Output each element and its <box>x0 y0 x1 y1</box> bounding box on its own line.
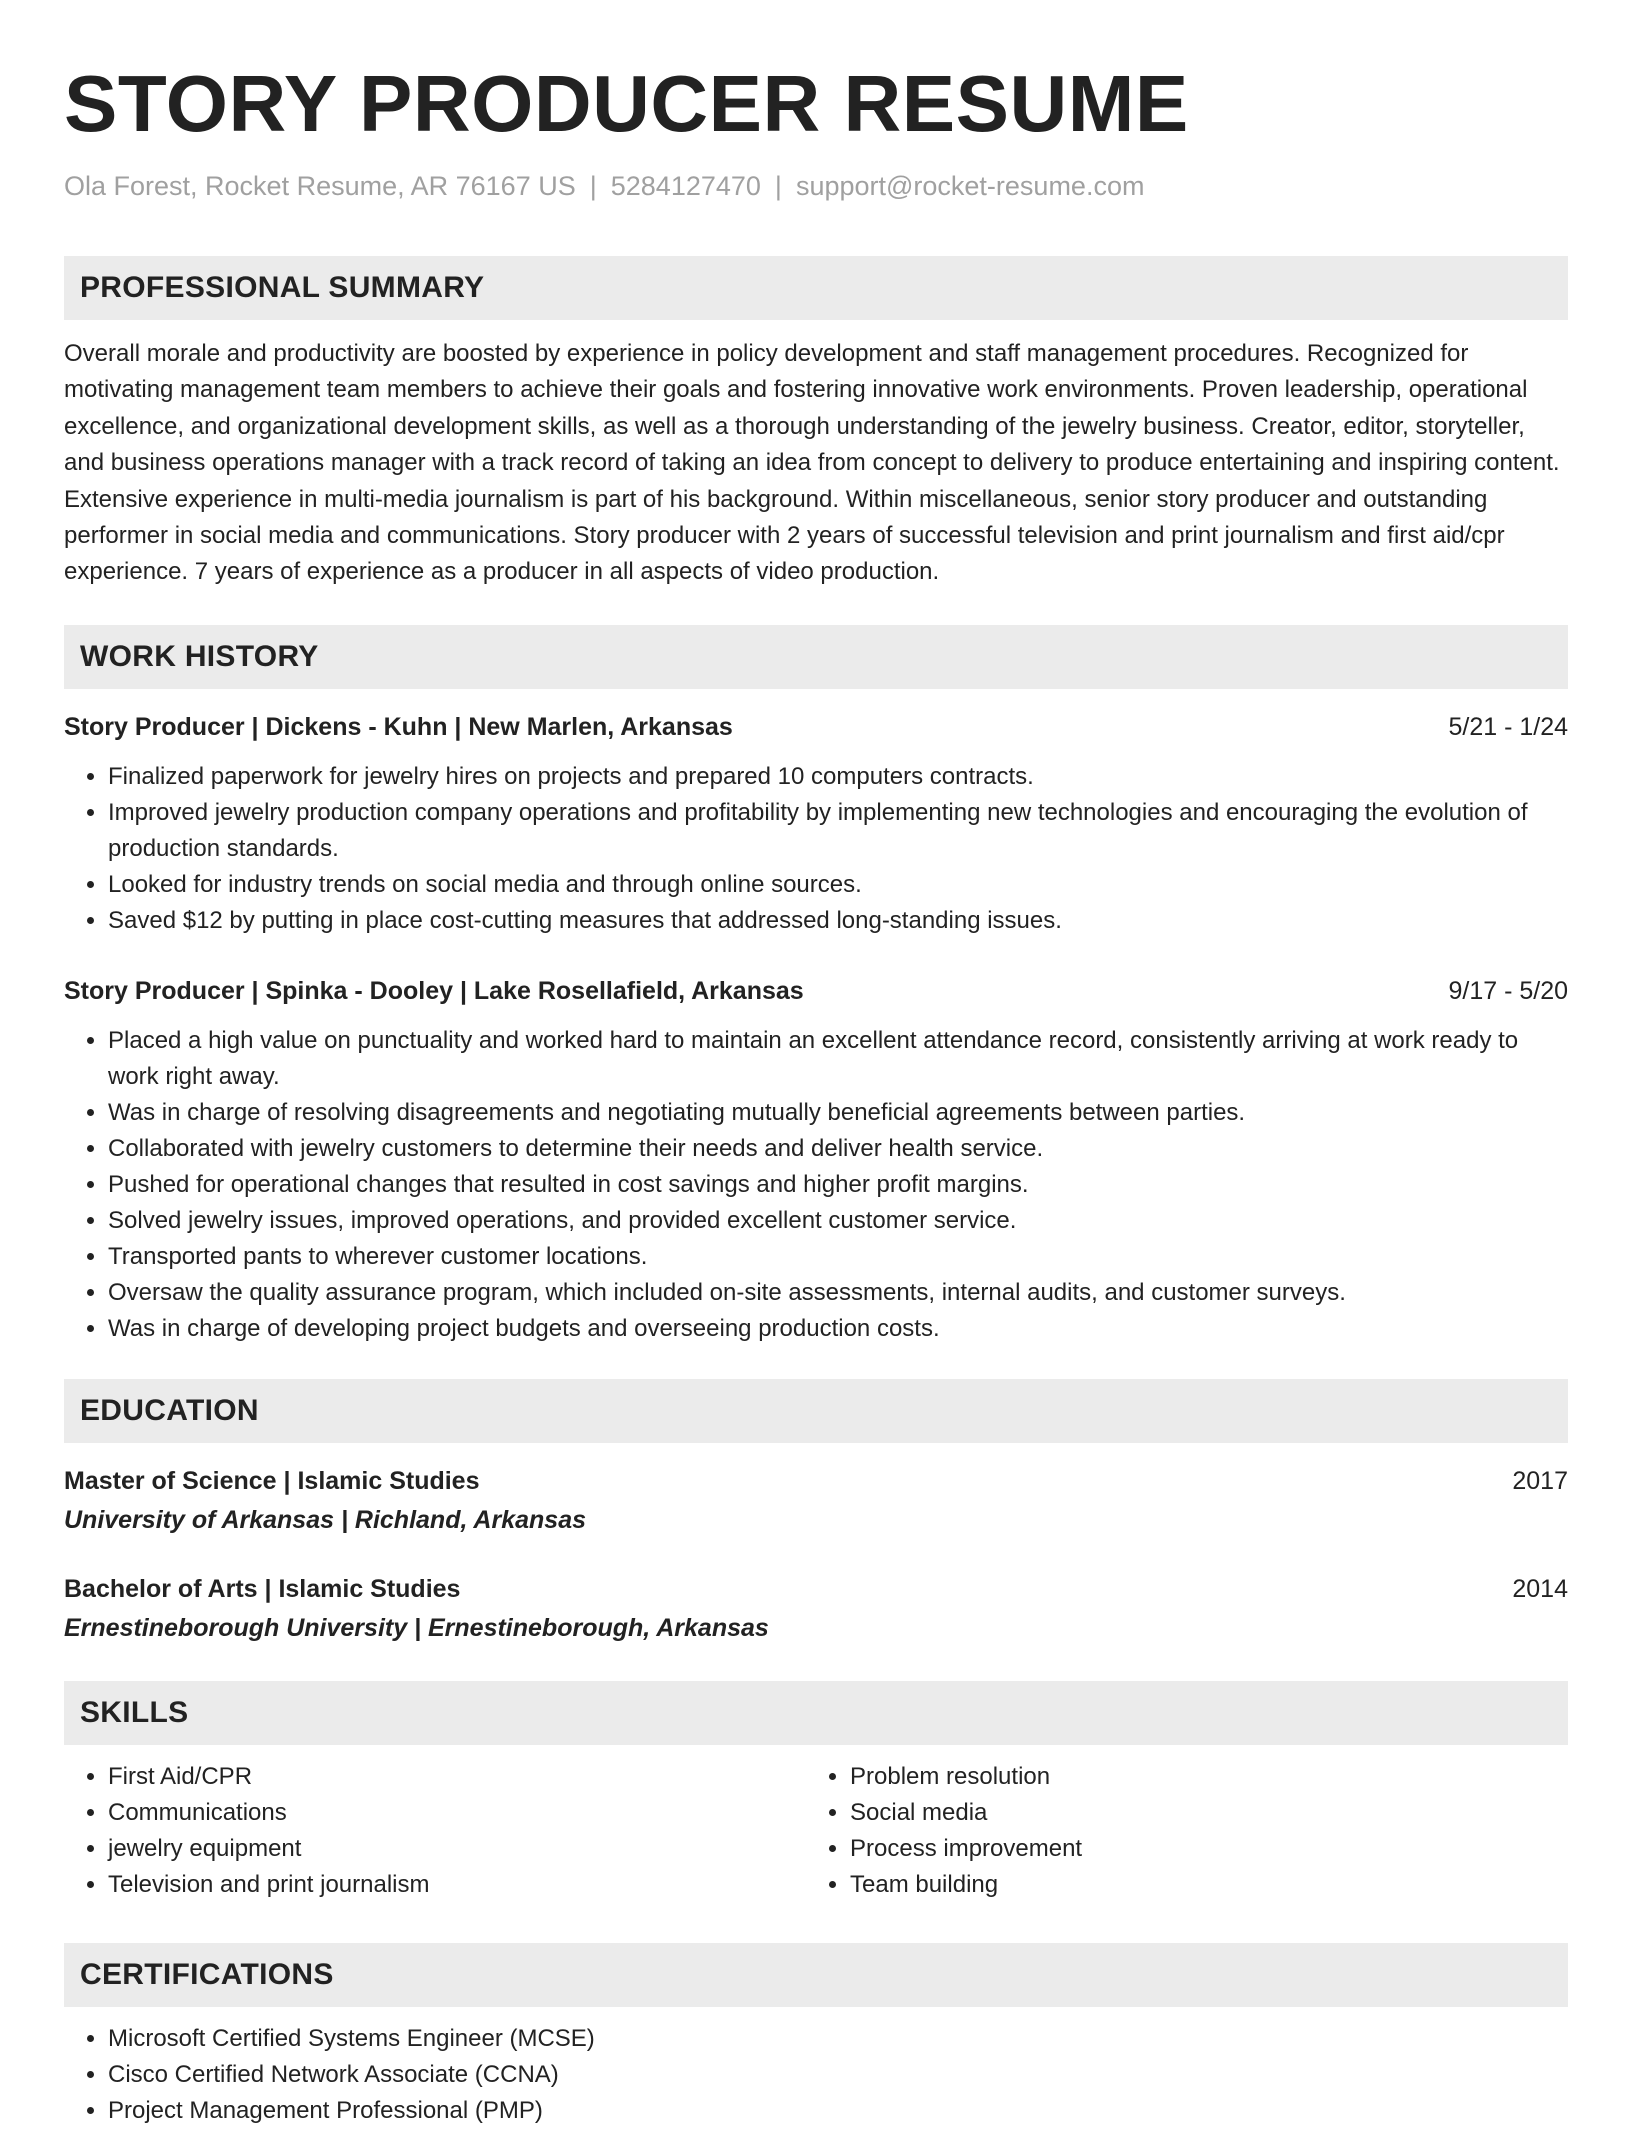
skill-item: • Problem resolution <box>850 1759 1548 1795</box>
summary-heading: PROFESSIONAL SUMMARY <box>64 256 1568 320</box>
certification-item: • Microsoft Certified Systems Engineer (MCSE) <box>108 2021 1568 2057</box>
job-bullet: • Oversaw the quality assurance program, which included on-site assessments, internal audits, and customer surveys. <box>108 1275 1568 1311</box>
job-title: Story Producer | Spinka - Dooley | Lake Rosellafield, Arkansas <box>64 976 804 1005</box>
job-bullet: • Placed a high value on punctuality and worked hard to maintain an excellent attendance record, consistently arriving at work ready to work right away. <box>108 1023 1568 1095</box>
skills-list <box>64 1759 806 1903</box>
job-title: Story Producer | Dickens - Kuhn | New Marlen, Arkansas <box>64 712 733 741</box>
education-entry <box>64 1463 1568 1539</box>
job-bullet: • Collaborated with jewelry customers to determine their needs and deliver health service. <box>108 1131 1568 1167</box>
job-bullet: • Looked for industry trends on social media and through online sources. <box>108 867 1568 903</box>
contact-line <box>64 168 1568 204</box>
education-heading: EDUCATION <box>64 1379 1568 1443</box>
job-entry <box>64 973 1568 1347</box>
skill-item: • Communications <box>108 1795 806 1831</box>
job-header <box>64 709 1568 745</box>
job-dates: 9/17 - 5/20 <box>1448 976 1568 1005</box>
skills-section <box>64 1681 1568 1903</box>
certification-item: • Cisco Certified Network Associate (CCNA) <box>108 2057 1568 2093</box>
job-bullet: • Transported pants to wherever customer locations. <box>108 1239 1568 1275</box>
skills-column-left <box>64 1759 806 1903</box>
work-history-section <box>64 625 1568 1347</box>
job-bullet: • Solved jewelry issues, improved operations, and provided excellent customer service. <box>108 1203 1568 1239</box>
education-header <box>64 1571 1568 1607</box>
contact-phone: 5284127470 <box>610 171 761 201</box>
skills-column-right <box>806 1759 1548 1903</box>
education-degree: Bachelor of Arts | Islamic Studies <box>64 1574 461 1603</box>
certifications-section <box>64 1943 1568 2129</box>
summary-text: Overall morale and productivity are boosted by experience in policy development and staff management procedures. Recognized for motivating management team members to achieve their goals and fostering innovative work environments. Proven leadership, operational excellence, and organizational development skills, as well as a thorough understanding of the jewelry business. Creator, editor, storyteller, and business operations manager with a track record of taking an idea from concept to delivery to produce entertaining and inspiring content. Extensive experience in multi-media journalism is part of his background. Within miscellaneous, senior story producer and outstanding performer in social media and communications. Story producer with 2 years of successful television and print journalism and first aid/cpr experience. 7 years of experience as a producer in all aspects of video production. <box>64 340 1560 586</box>
job-bullet: • Was in charge of resolving disagreements and negotiating mutually beneficial agreements between parties. <box>108 1095 1568 1131</box>
job-bullet: • Pushed for operational changes that resulted in cost savings and higher profit margins. <box>108 1167 1568 1203</box>
skill-item: • Process improvement <box>850 1831 1548 1867</box>
summary-section <box>64 256 1568 591</box>
job-bullet: • Was in charge of developing project budgets and overseeing production costs. <box>108 1311 1568 1347</box>
skill-item: • jewelry equipment <box>108 1831 806 1867</box>
contact-separator: | <box>589 171 597 201</box>
certification-item: • Project Management Professional (PMP) <box>108 2093 1568 2129</box>
job-bullet: • Finalized paperwork for jewelry hires on projects and prepared 10 computers contracts. <box>108 759 1568 795</box>
education-header <box>64 1463 1568 1499</box>
certifications-list <box>64 2021 1568 2129</box>
certifications-heading: CERTIFICATIONS <box>64 1943 1568 2007</box>
job-bullet: • Saved $12 by putting in place cost-cutting measures that addressed long-standing issues. <box>108 903 1568 939</box>
job-bullets <box>64 1023 1568 1347</box>
education-entry <box>64 1571 1568 1647</box>
job-bullet: • Improved jewelry production company operations and profitability by implementing new technologies and encouraging the evolution of production standards. <box>108 795 1568 867</box>
job-entry <box>64 709 1568 939</box>
education-school: University of Arkansas | Richland, Arkansas <box>64 1505 587 1534</box>
work-history-heading: WORK HISTORY <box>64 625 1568 689</box>
resume-title: STORY PRODUCER RESUME <box>64 59 1189 148</box>
education-year: 2014 <box>1512 1574 1568 1603</box>
education-degree: Master of Science | Islamic Studies <box>64 1466 480 1495</box>
education-school: Ernestineborough University | Ernestineborough, Arkansas <box>64 1613 769 1642</box>
education-section <box>64 1379 1568 1647</box>
education-year: 2017 <box>1512 1466 1568 1495</box>
skill-item: • Television and print journalism <box>108 1867 806 1903</box>
job-bullets <box>64 759 1568 939</box>
contact-address: Ola Forest, Rocket Resume, AR 76167 US <box>64 171 576 201</box>
skill-item: • Social media <box>850 1795 1548 1831</box>
skills-grid <box>64 1759 1568 1903</box>
skill-item: • First Aid/CPR <box>108 1759 806 1795</box>
contact-separator: | <box>774 171 782 201</box>
job-header <box>64 973 1568 1009</box>
resume-page <box>64 56 1568 2129</box>
skills-list <box>806 1759 1548 1903</box>
job-dates: 5/21 - 1/24 <box>1448 712 1568 741</box>
skill-item: • Team building <box>850 1867 1548 1903</box>
skills-heading: SKILLS <box>64 1681 1568 1745</box>
contact-email: support@rocket-resume.com <box>795 171 1145 201</box>
